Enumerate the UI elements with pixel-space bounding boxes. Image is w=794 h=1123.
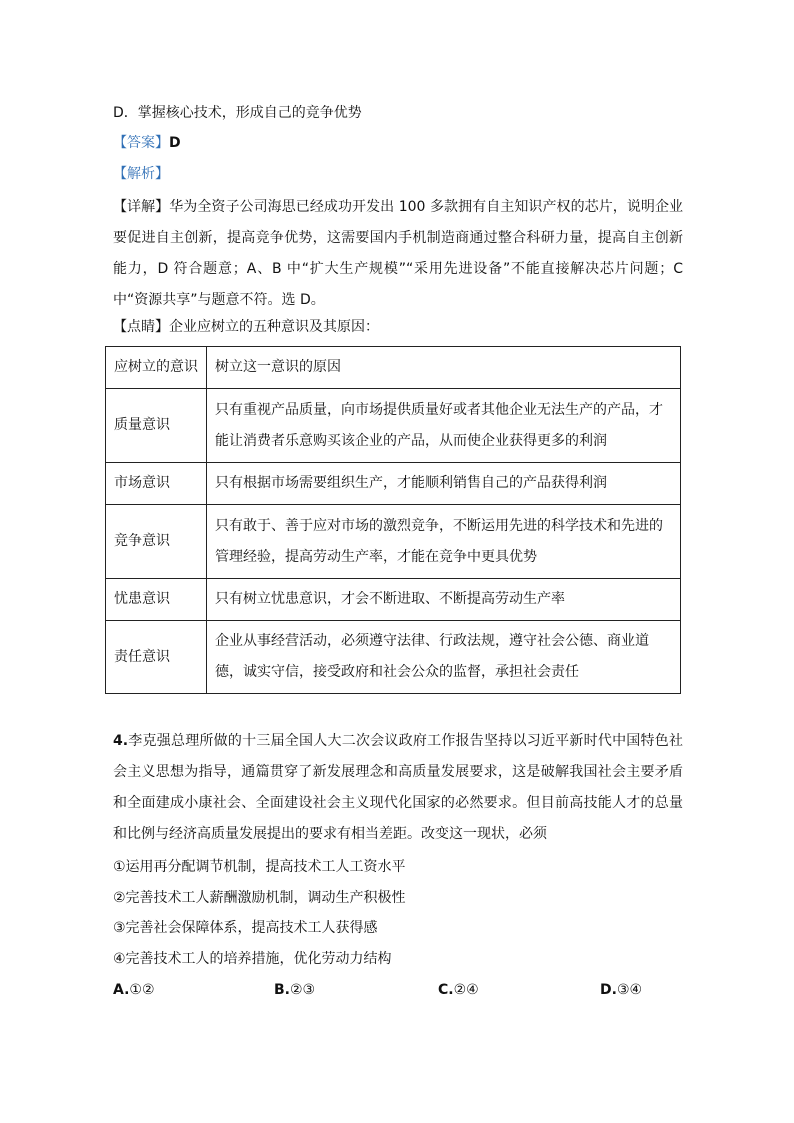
detail-paragraph: [113, 192, 683, 316]
pointer-tag: 【点睛】: [113, 319, 169, 335]
table-cell-awareness: 忧患意识: [106, 579, 207, 621]
choice-key: A.: [113, 982, 130, 998]
table-cell-awareness: 责任意识: [106, 621, 207, 694]
choice-text: ②③: [290, 982, 316, 998]
table-cell-reason: 只有敢于、善于应对市场的激烈竞争，不断运用先进的科学技术和先进的管理经验，提高劳动生产率，才能在竞争中更具优势: [207, 505, 681, 579]
question-item: ③完善社会保障体系，提高技术工人获得感: [113, 920, 378, 936]
question-item: ④完善技术工人的培养措施，优化劳动力结构: [113, 951, 392, 967]
table-header-row: [106, 347, 681, 389]
table-cell-awareness: 质量意识: [106, 389, 207, 463]
question-item: ①运用再分配调节机制，提高技术工人工资水平: [113, 859, 406, 875]
pointer-line: [113, 317, 379, 337]
choice-key: B.: [274, 982, 290, 998]
table-cell-awareness: 竞争意识: [106, 505, 207, 579]
pointer-text: 企业应树立的五种意识及其原因：: [169, 319, 379, 335]
question-item: ②完善技术工人薪酬激励机制，调动生产积极性: [113, 890, 406, 906]
question-stem: [113, 726, 683, 850]
choice-text: ①②: [129, 982, 155, 998]
answer-tag: 【答案】: [113, 135, 169, 151]
awareness-table: [105, 346, 681, 694]
detail-tag: 【详解】: [113, 199, 170, 215]
table-row: [106, 579, 681, 621]
choice-key: C.: [438, 982, 454, 998]
table-row: [106, 463, 681, 505]
table-row: [106, 505, 681, 579]
table-row: [106, 389, 681, 463]
answer-line: [113, 133, 181, 153]
table-cell-awareness: 市场意识: [106, 463, 207, 505]
table-cell-reason: 企业从事经营活动，必须遵守法律、行政法规，遵守社会公德、商业道德，诚实守信，接受政府和社会公众的监督，承担社会责任: [207, 621, 681, 694]
question-text: 李克强总理所做的十三届全国人大二次会议政府工作报告坚持以习近平新时代中国特色社会主义思想为指导，通篇贯穿了新发展理念和高质量发展要求，这是破解我国社会主要矛盾和全面建成小康社会、全面建设社会主义现代化国家的必然要求。但目前高技能人才的总量和比例与经济高质量发展提出的要求有相当差距。改变这一现状，必须: [113, 733, 683, 842]
previous-option-d: D．掌握核心技术，形成自己的竞争优势: [113, 105, 362, 121]
choice-key: D.: [600, 982, 617, 998]
choice-text: ③④: [616, 982, 643, 998]
table-row: [106, 621, 681, 694]
table-header-cell: 应树立的意识: [106, 347, 207, 389]
analysis-tag: 【解析】: [113, 166, 169, 182]
choice-b: [274, 980, 315, 1000]
table-cell-reason: 只有树立忧患意识，才会不断进取、不断提高劳动生产率: [207, 579, 681, 621]
question-number: 4.: [113, 733, 129, 749]
answer-value: D: [169, 135, 181, 151]
choice-a: [113, 980, 155, 1000]
choice-d: [600, 980, 642, 1000]
table-header-cell: 树立这一意识的原因: [207, 347, 681, 389]
choice-c: [438, 980, 479, 1000]
choice-text: ②④: [453, 982, 479, 998]
table-cell-reason: 只有根据市场需要组织生产，才能顺利销售自己的产品获得利润: [207, 463, 681, 505]
table-cell-reason: 只有重视产品质量，向市场提供质量好或者其他企业无法生产的产品，才能让消费者乐意购买该企业的产品，从而使企业获得更多的利润: [207, 389, 681, 463]
detail-text: 华为全资子公司海思已经成功开发出 100 多款拥有自主知识产权的芯片，说明企业要促进自主创新，提高竞争优势，这需要国内手机制造商通过整合科研力量，提高自主创新能力，D 符合题意；A、B 中“扩大生产规模”“采用先进设备”不能直接解决芯片问题；C 中“资源共享”与题意不符。选 D。: [113, 199, 684, 308]
